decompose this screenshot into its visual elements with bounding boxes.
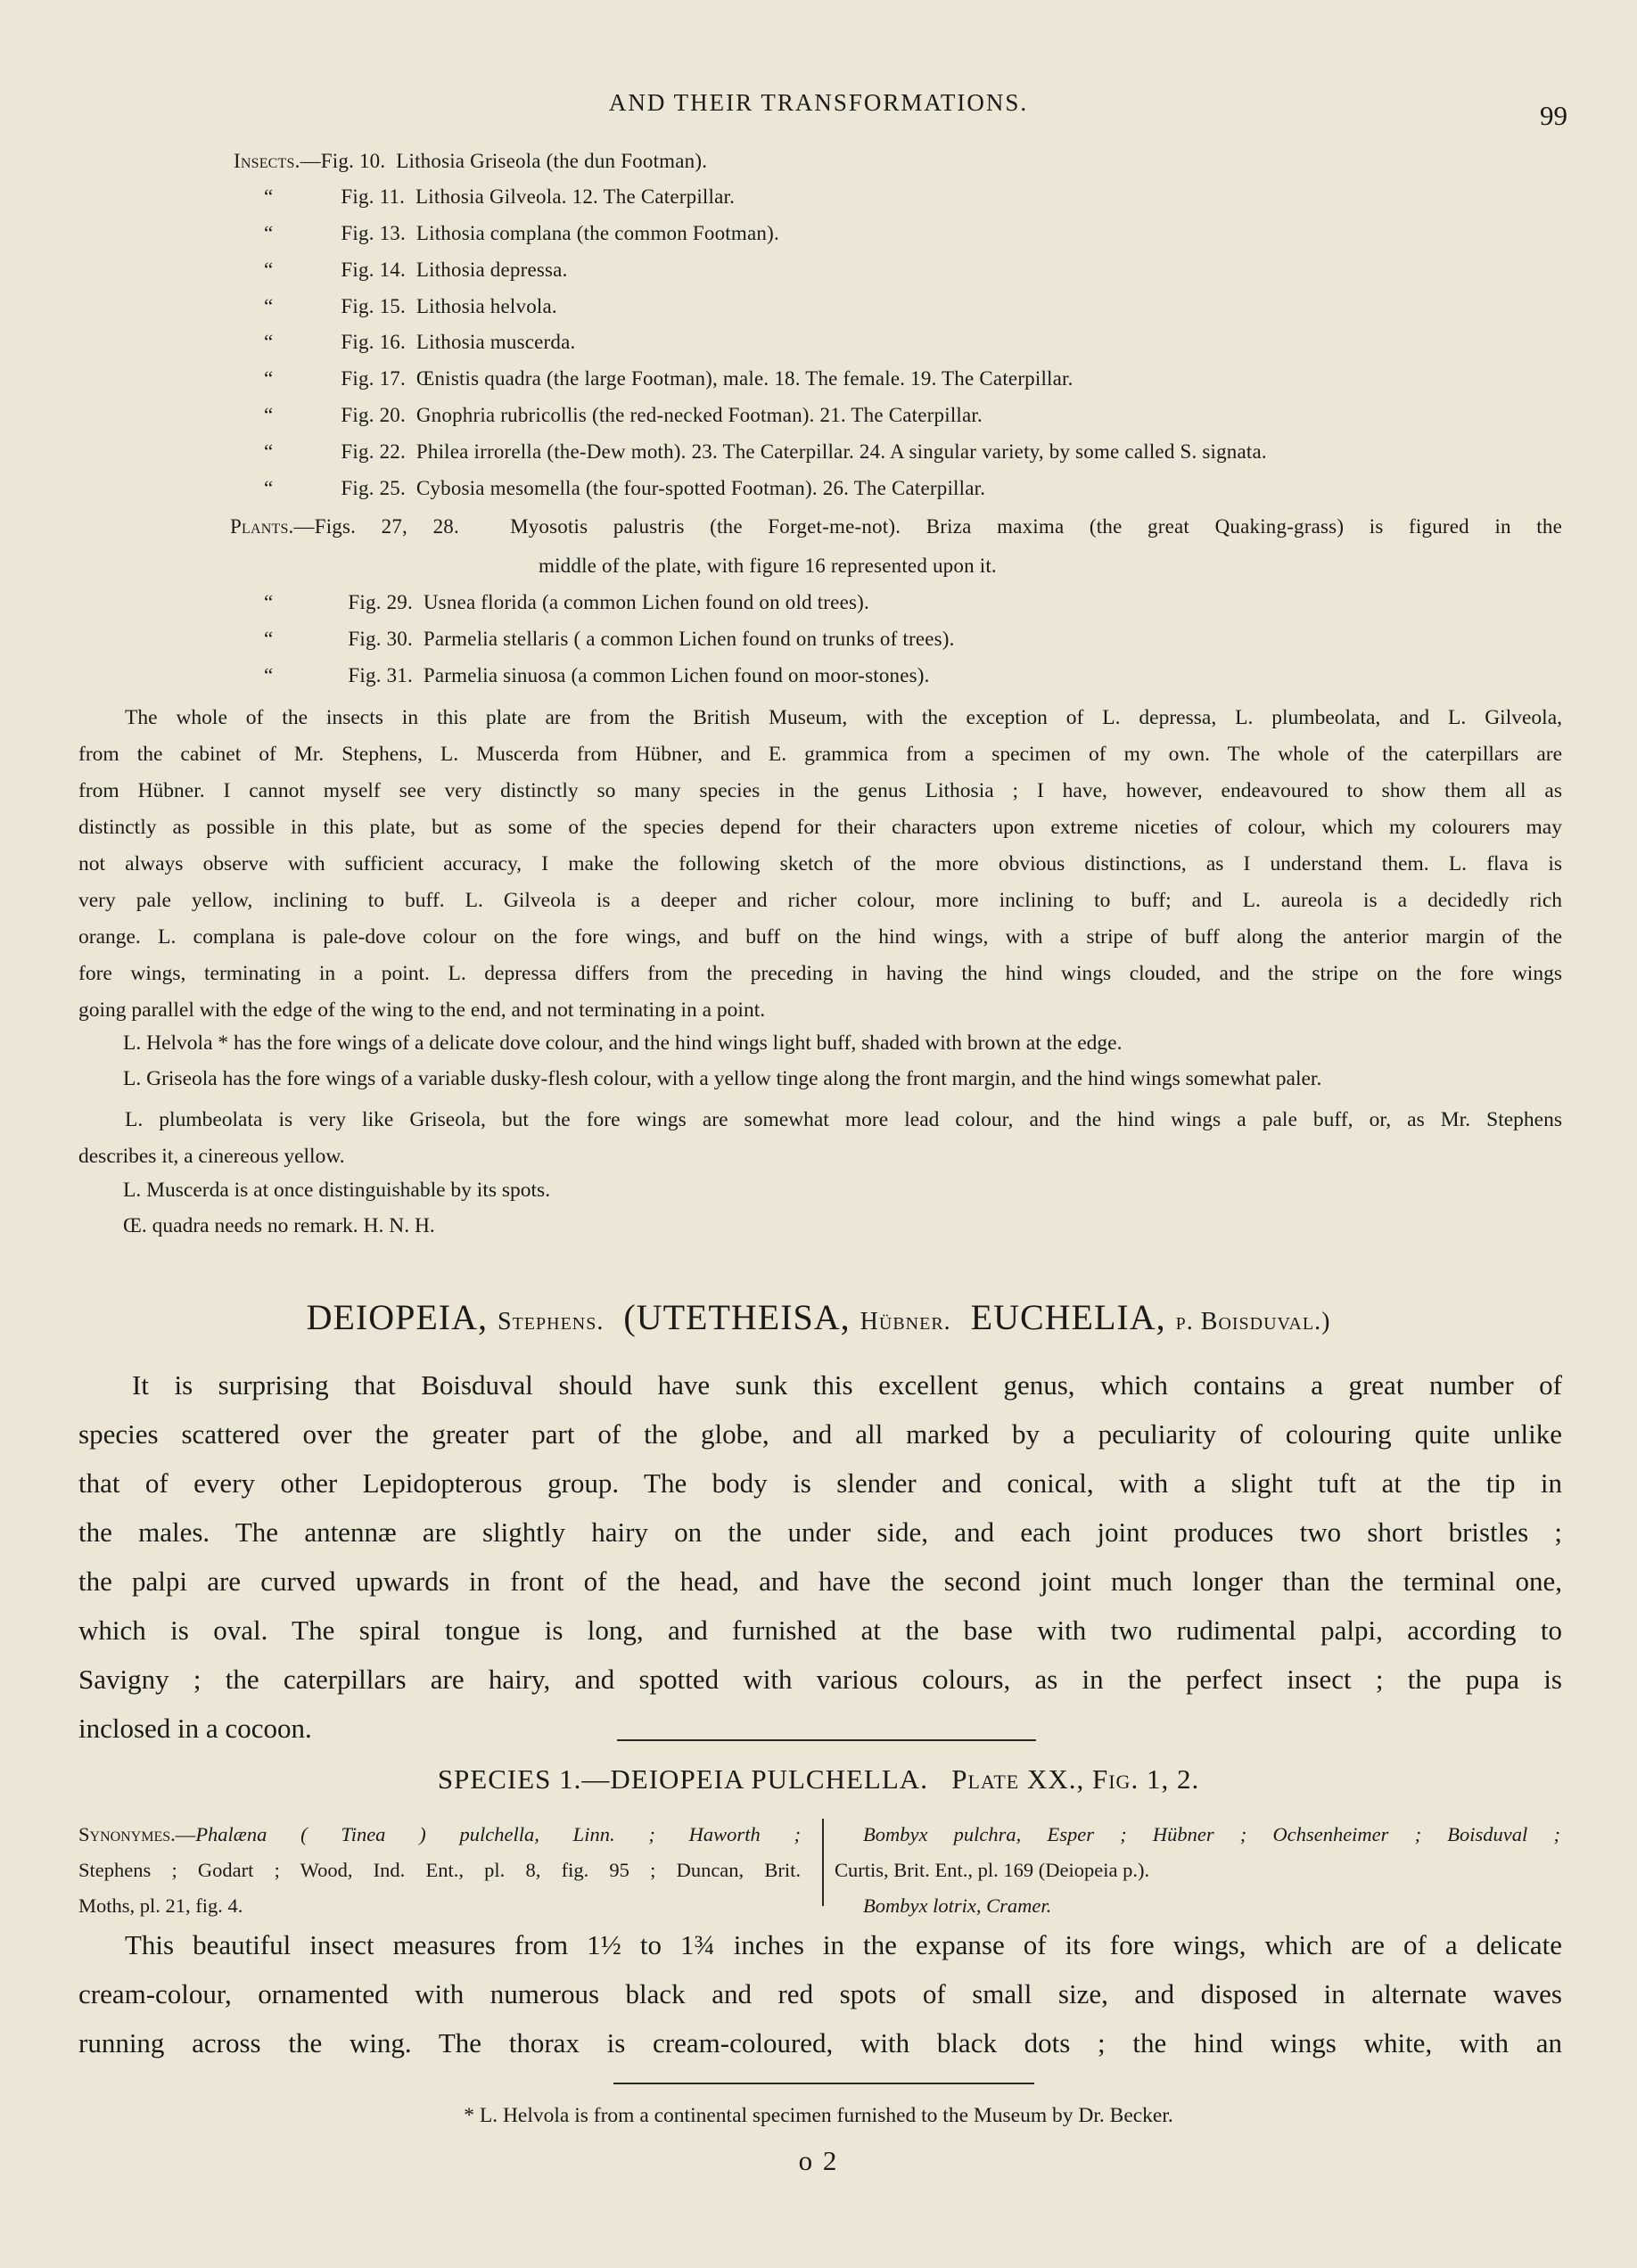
species-name: SPECIES 1.—DEIOPEIA PULCHELLA. (437, 1763, 928, 1795)
fig-caption: Lithosia Gilveola. 12. The Caterpillar. (415, 185, 736, 208)
text-line: fore wings, terminating in a point. L. depressa differs from the preceding in having the hind wings clouded, and the stripe on the fore wings (78, 962, 1562, 985)
text-line: Stephens ; Godart ; Wood, Ind. Ent., pl. 8, fig. 95 ; Duncan, Brit. (78, 1859, 801, 1881)
list-item (264, 440, 1267, 464)
fig-number: Fig. 11. (341, 185, 406, 208)
text-line: distinctly as possible in this plate, but as some of the species depend for their characters upon extreme niceties of colour, which my colourers may (78, 816, 1562, 839)
column-divider (822, 1819, 824, 1906)
ditto-mark: “ (264, 591, 274, 613)
synonymes-left (78, 1817, 801, 1924)
fig-number: Fig. 13. (341, 222, 406, 244)
text-line: Savigny ; the caterpillars are hairy, and spotted with various colours, as in the perfect insect ; the pupa is (78, 1664, 1562, 1695)
synonymes-right (835, 1817, 1560, 1924)
fig-caption: Usnea florida (a common Lichen found on old trees). (423, 591, 869, 613)
text-line: L. plumbeolata is very like Griseola, but the fore wings are somewhat more lead colour, and the hind wings a pale buff, or, as Mr. Stephens (125, 1108, 1562, 1131)
text-line: cream-colour, ornamented with numerous black and red spots of small size, and disposed in alternate waves (78, 1978, 1562, 2009)
running-title: AND THEIR TRANSFORMATIONS. (608, 89, 1029, 116)
genus-heading (0, 1296, 1637, 1338)
fig-number: Fig. 14. (341, 259, 406, 281)
text-line: very pale yellow, inclining to buff. L. Gilveola is a deeper and richer colour, more inclining to buff; and L. aureola is a decidedly rich (78, 889, 1562, 912)
fig-number: Fig. 16. (341, 331, 406, 353)
ditto-mark: “ (264, 477, 274, 499)
fig-number: Figs. 27, 28. (314, 515, 459, 538)
text-line: which is oval. The spiral tongue is long, and furnished at the base with two rudimental palpi, according to (78, 1615, 1562, 1646)
genus-synonym: EUCHELIA, (970, 1297, 1166, 1337)
list-item (264, 331, 575, 354)
genus-authority: Hübner. (860, 1308, 951, 1335)
fig-caption: Lithosia complana (the common Footman). (415, 222, 779, 244)
list-item (264, 628, 955, 651)
text-line: It is surprising that Boisduval should have sunk this excellent genus, which contains a great number of (132, 1369, 1562, 1401)
ditto-mark: “ (264, 295, 274, 317)
list-item-continuation: middle of the plate, with figure 16 represented upon it. (539, 555, 997, 577)
fig-caption: Parmelia sinuosa (a common Lichen found on moor-stones). (423, 664, 930, 686)
text-line: not always observe with sufficient accuracy, I make the following sketch of the more obvious distinctions, as I understand them. L. flava is (78, 852, 1562, 875)
page-number: 99 (1540, 100, 1567, 131)
list-item (230, 515, 1562, 538)
text-line: Bombyx pulchra, Esper ; Hübner ; Ochsenheimer ; Boisduval ; (863, 1823, 1560, 1845)
genus-authority: Stephens. (498, 1308, 605, 1335)
fig-caption: Parmelia stellaris ( a common Lichen found on trunks of trees). (423, 628, 955, 650)
list-item (264, 259, 568, 282)
fig-number: Fig. 22. (341, 440, 406, 463)
list-lead: Plants.— (230, 515, 315, 538)
text-line: This beautiful insect measures from 1½ to 1¾ inches in the expanse of its fore wings, which are of a delicate (125, 1929, 1562, 1960)
text-line: Phalæna ( Tinea ) pulchella, Linn. ; Haworth ; (195, 1823, 801, 1845)
genus-synonym: (UTETHEISA, (623, 1297, 851, 1337)
text-line: going parallel with the edge of the wing to the end, and not terminating in a point. (78, 998, 766, 1022)
fig-caption: Lithosia helvola. (415, 295, 557, 317)
printer-signature: o 2 (798, 2145, 839, 2176)
note-griseola: L. Griseola has the fore wings of a variable dusky-flesh colour, with a yellow tinge along the front margin, and the hind wings somewhat paler. (123, 1067, 1322, 1090)
fig-caption: Lithosia depressa. (415, 259, 568, 281)
fig-number: Fig. 31. (348, 664, 413, 686)
genus-authority: p. Boisduval.) (1175, 1308, 1331, 1335)
text-line: that of every other Lepidopterous group. The body is slender and conical, with a slight tuft at the tip in (78, 1467, 1562, 1499)
text-line: inclosed in a cocoon. (78, 1713, 312, 1744)
note-muscerda: L. Muscerda is at once distinguishable by its spots. (123, 1179, 551, 1202)
text-line: Curtis, Brit. Ent., pl. 169 (Deiopeia p.). (835, 1859, 1150, 1881)
footnote: * L. Helvola is from a continental specimen furnished to the Museum by Dr. Becker. (464, 2104, 1173, 2127)
ditto-mark: “ (264, 440, 274, 463)
ditto-mark: “ (264, 367, 274, 390)
list-item (264, 222, 779, 245)
ditto-mark: “ (264, 222, 274, 244)
fig-number: Fig. 10. (320, 150, 386, 172)
fig-number: Fig. 15. (341, 295, 406, 317)
fig-number: Fig. 30. (348, 628, 413, 650)
genus-name: DEIOPEIA, (306, 1297, 489, 1337)
ditto-mark: “ (264, 185, 274, 208)
notes-paragraph (78, 700, 1562, 1029)
footnote-divider (613, 2083, 1034, 2084)
list-item (264, 295, 557, 318)
ditto-mark: “ (264, 664, 274, 686)
fig-number: Fig. 29. (348, 591, 413, 613)
species-plate-ref: Plate XX., Fig. 1, 2. (951, 1763, 1200, 1795)
fig-caption: Cybosia mesomella (the four-spotted Footman). 26. The Caterpillar. (415, 477, 986, 499)
ditto-mark: “ (264, 404, 274, 426)
text-line: from Hübner. I cannot myself see very distinctly so many species in the genus Lithosia ; I have, however, endeavoured to show them all as (78, 779, 1562, 802)
fig-caption: Œnistis quadra (the large Footman), male. 18. The female. 19. The Caterpillar. (415, 367, 1074, 390)
list-item (264, 477, 985, 500)
ditto-mark: “ (264, 331, 274, 353)
note-quadra: Œ. quadra needs no remark. H. N. H. (123, 1214, 435, 1237)
text-line: describes it, a cinereous yellow. (78, 1145, 345, 1168)
fig-number: Fig. 25. (341, 477, 406, 499)
list-item (264, 664, 930, 687)
note-plumbeolata (78, 1102, 1562, 1175)
text-line: species scattered over the greater part of the globe, and all marked by a peculiarity of colouring quite unlike (78, 1418, 1562, 1450)
species-heading (0, 1763, 1637, 1796)
fig-caption: Lithosia Griseola (the dun Footman). (396, 150, 708, 172)
fig-caption: Lithosia muscerda. (415, 331, 576, 353)
list-item (264, 185, 735, 209)
text-line: the males. The antennæ are slightly hairy on the under side, and each joint produces two short bristles ; (78, 1516, 1562, 1548)
text-line: The whole of the insects in this plate are from the British Museum, with the exception of L. depressa, L. plumbeolata, and L. Gilveola, (125, 706, 1562, 729)
fig-caption: Gnophria rubricollis (the red-necked Footman). 21. The Caterpillar. (415, 404, 983, 426)
list-lead: Insects.— (234, 150, 321, 172)
ditto-mark: “ (264, 259, 274, 281)
text-line: from the cabinet of Mr. Stephens, L. Muscerda from Hübner, and E. grammica from a specimen of my own. The whole of the caterpillars are (78, 743, 1562, 766)
list-item (264, 367, 1074, 390)
fig-number: Fig. 20. (341, 404, 406, 426)
text-line: orange. L. complana is pale-dove colour on the fore wings, and buff on the hind wings, with a stripe of buff along the anterior margin of the (78, 925, 1562, 949)
section-divider (617, 1739, 1036, 1741)
list-item (234, 150, 707, 173)
text-line: the palpi are curved upwards in front of the head, and have the second joint much longer than the terminal one, (78, 1565, 1562, 1597)
list-item (264, 591, 869, 614)
fig-caption: Myosotis palustris (the Forget-me-not). Briza maxima (the great Quaking-grass) is figured in the (510, 515, 1562, 538)
note-helvola: L. Helvola * has the fore wings of a delicate dove colour, and the hind wings light buff, shaded with brown at the edge. (123, 1031, 1123, 1055)
species-description (78, 1920, 1562, 2067)
fig-number: Fig. 17. (341, 367, 406, 390)
list-item (264, 404, 983, 427)
genus-description (78, 1360, 1562, 1753)
ditto-mark: “ (264, 628, 274, 650)
synonymes-label: Synonymes.— (78, 1823, 196, 1845)
text-line: Bombyx lotrix, Cramer. (863, 1894, 1052, 1917)
text-line: Moths, pl. 21, fig. 4. (78, 1894, 243, 1917)
text-line: running across the wing. The thorax is cream-coloured, with black dots ; the hind wings white, with an (78, 2027, 1562, 2058)
fig-caption: Philea irrorella (the-Dew moth). 23. The Caterpillar. 24. A singular variety, by some called S. signata. (415, 440, 1267, 463)
